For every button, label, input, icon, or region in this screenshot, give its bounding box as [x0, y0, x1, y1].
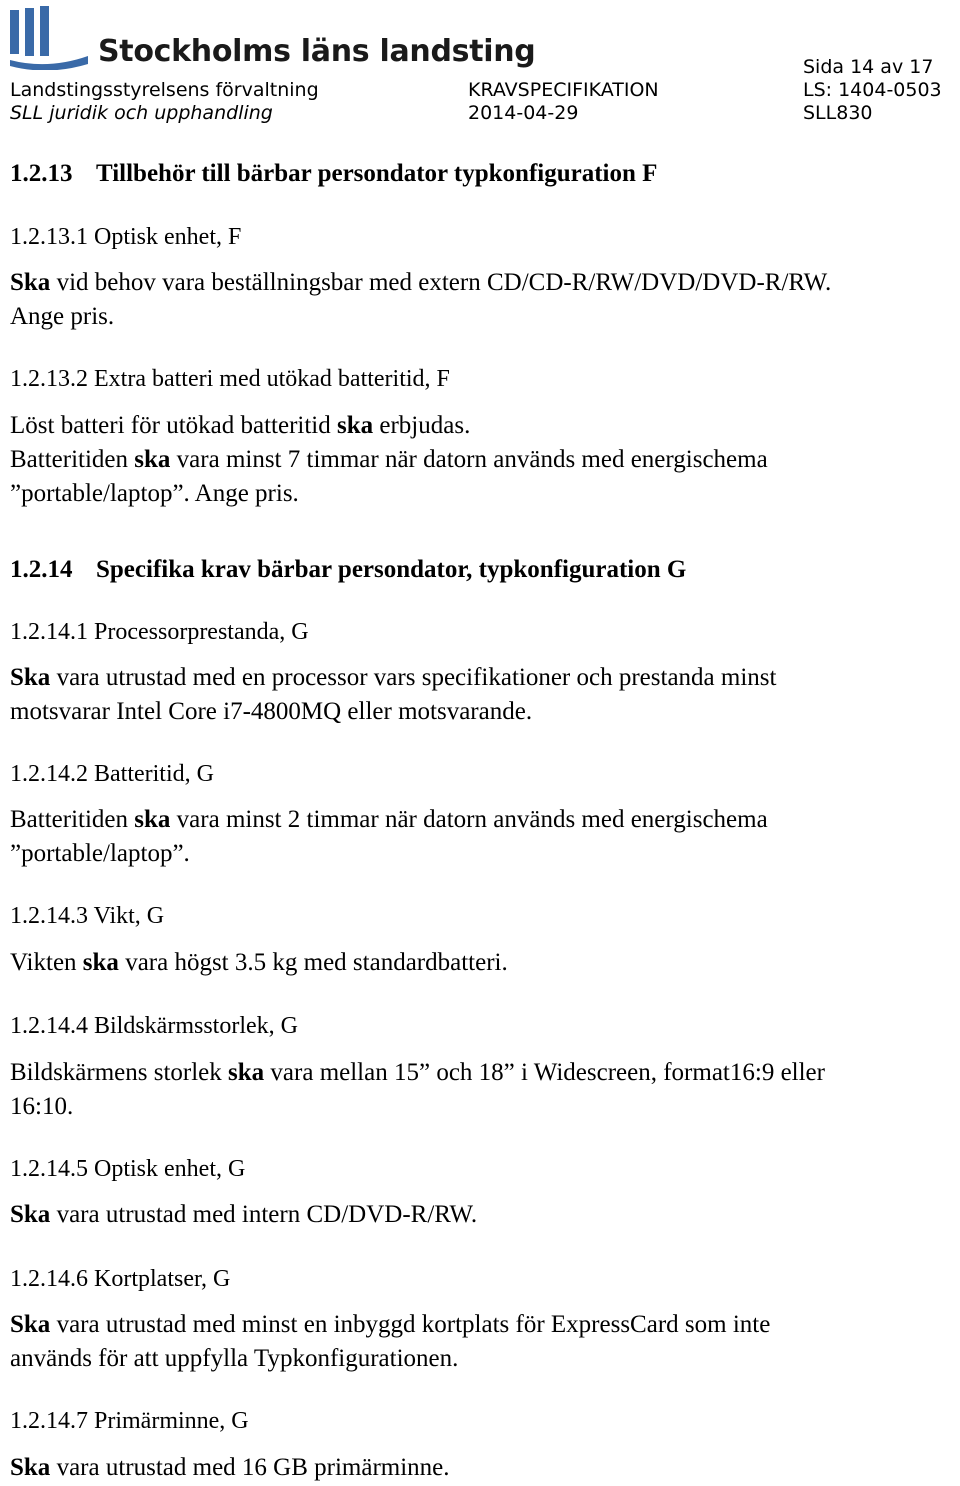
paragraph-text: ”portable/laptop”. — [10, 840, 190, 867]
doc-type: KRAVSPECIFIKATION — [468, 79, 659, 101]
doc-ref: SLL830 — [803, 102, 873, 124]
paragraph-text: Batteritiden — [10, 446, 135, 473]
subsection-heading-12131: 1.2.13.1 Optisk enhet, F — [10, 224, 242, 250]
paragraph-12144 — [10, 1056, 825, 1124]
sll-logo — [8, 4, 536, 70]
requirement-keyword: Ska — [10, 1454, 51, 1481]
page-number: Sida 14 av 17 — [803, 56, 934, 78]
paragraph-text: vid behov vara beställningsbar med extern CD/CD-R/RW/DVD/DVD-R/RW. — [50, 269, 832, 296]
subsection-heading-12147: 1.2.14.7 Primärminne, G — [10, 1408, 249, 1434]
subsection-heading-12142: 1.2.14.2 Batteritid, G — [10, 761, 214, 787]
requirement-keyword: ska — [228, 1059, 265, 1086]
subsection-heading-12132: 1.2.13.2 Extra batteri med utökad batteritid, F — [10, 366, 450, 392]
requirement-keyword: ska — [337, 412, 374, 439]
subsection-heading-12143: 1.2.14.3 Vikt, G — [10, 903, 165, 929]
paragraph-text: Löst batteri för utökad batteritid — [10, 412, 337, 439]
paragraph-text: Ange pris. — [10, 303, 115, 330]
logo-text: Stockholms läns landsting — [98, 34, 536, 69]
paragraph-text: ”portable/laptop”. Ange pris. — [10, 480, 299, 507]
requirement-keyword: Ska — [10, 664, 51, 691]
subsection-heading-12145: 1.2.14.5 Optisk enhet, G — [10, 1156, 246, 1182]
sll-logo-icon — [8, 4, 92, 70]
paragraph-text: vara utrustad med intern CD/DVD-R/RW. — [50, 1201, 478, 1228]
paragraph-text: 16:10. — [10, 1093, 74, 1120]
paragraph-text: motsvarar Intel Core i7-4800MQ eller motsvarande. — [10, 698, 533, 725]
paragraph-12142 — [10, 803, 768, 871]
paragraph-text: erbjudas. — [373, 412, 471, 439]
paragraph-12132 — [10, 409, 768, 511]
requirement-keyword: Ska — [10, 1311, 51, 1338]
paragraph-12145 — [10, 1198, 477, 1232]
paragraph-text: Bildskärmens storlek — [10, 1059, 229, 1086]
paragraph-text: används för att uppfylla Typkonfigurationen. — [10, 1345, 459, 1372]
subsection-heading-12141: 1.2.14.1 Processorprestanda, G — [10, 619, 309, 645]
paragraph-12131 — [10, 266, 831, 334]
paragraph-text: vara minst 2 timmar när datorn används med energischema — [170, 806, 768, 833]
paragraph-12143 — [10, 946, 508, 980]
subsection-heading-12146: 1.2.14.6 Kortplatser, G — [10, 1266, 231, 1292]
section-number: 1.2.14 — [10, 556, 73, 583]
requirement-keyword: ska — [82, 949, 119, 976]
paragraph-text: vara högst 3.5 kg med standardbatteri. — [118, 949, 508, 976]
paragraph-text: vara mellan 15” och 18” i Widescreen, format16:9 eller — [264, 1059, 825, 1086]
paragraph-text: vara utrustad med en processor vars specifikationer och prestanda minst — [50, 664, 777, 691]
requirement-keyword: ska — [134, 806, 171, 833]
requirement-keyword: ska — [134, 446, 171, 473]
paragraph-12141 — [10, 661, 776, 729]
section-heading-1213 — [10, 160, 657, 188]
paragraph-text: Vikten — [10, 949, 83, 976]
doc-date: 2014-04-29 — [468, 102, 579, 124]
paragraph-12146 — [10, 1308, 770, 1376]
subsection-heading-12144: 1.2.14.4 Bildskärmsstorlek, G — [10, 1013, 298, 1039]
dept-name: SLL juridik och upphandling — [10, 102, 273, 124]
ls-number: LS: 1404-0503 — [803, 79, 942, 101]
section-heading-1214 — [10, 556, 686, 584]
section-title: Specifika krav bärbar persondator, typkonfiguration G — [96, 556, 687, 583]
paragraph-text: vara utrustad med minst en inbyggd kortplats för ExpressCard som inte — [50, 1311, 771, 1338]
org-name: Landstingsstyrelsens förvaltning — [10, 79, 319, 101]
section-number: 1.2.13 — [10, 160, 73, 187]
paragraph-text: Batteritiden — [10, 806, 135, 833]
section-title: Tillbehör till bärbar persondator typkonfiguration F — [96, 160, 658, 187]
paragraph-12147 — [10, 1451, 450, 1485]
paragraph-text: vara utrustad med 16 GB primärminne. — [50, 1454, 450, 1481]
requirement-keyword: Ska — [10, 1201, 51, 1228]
paragraph-text: vara minst 7 timmar när datorn används med energischema — [170, 446, 768, 473]
requirement-keyword: Ska — [10, 269, 51, 296]
